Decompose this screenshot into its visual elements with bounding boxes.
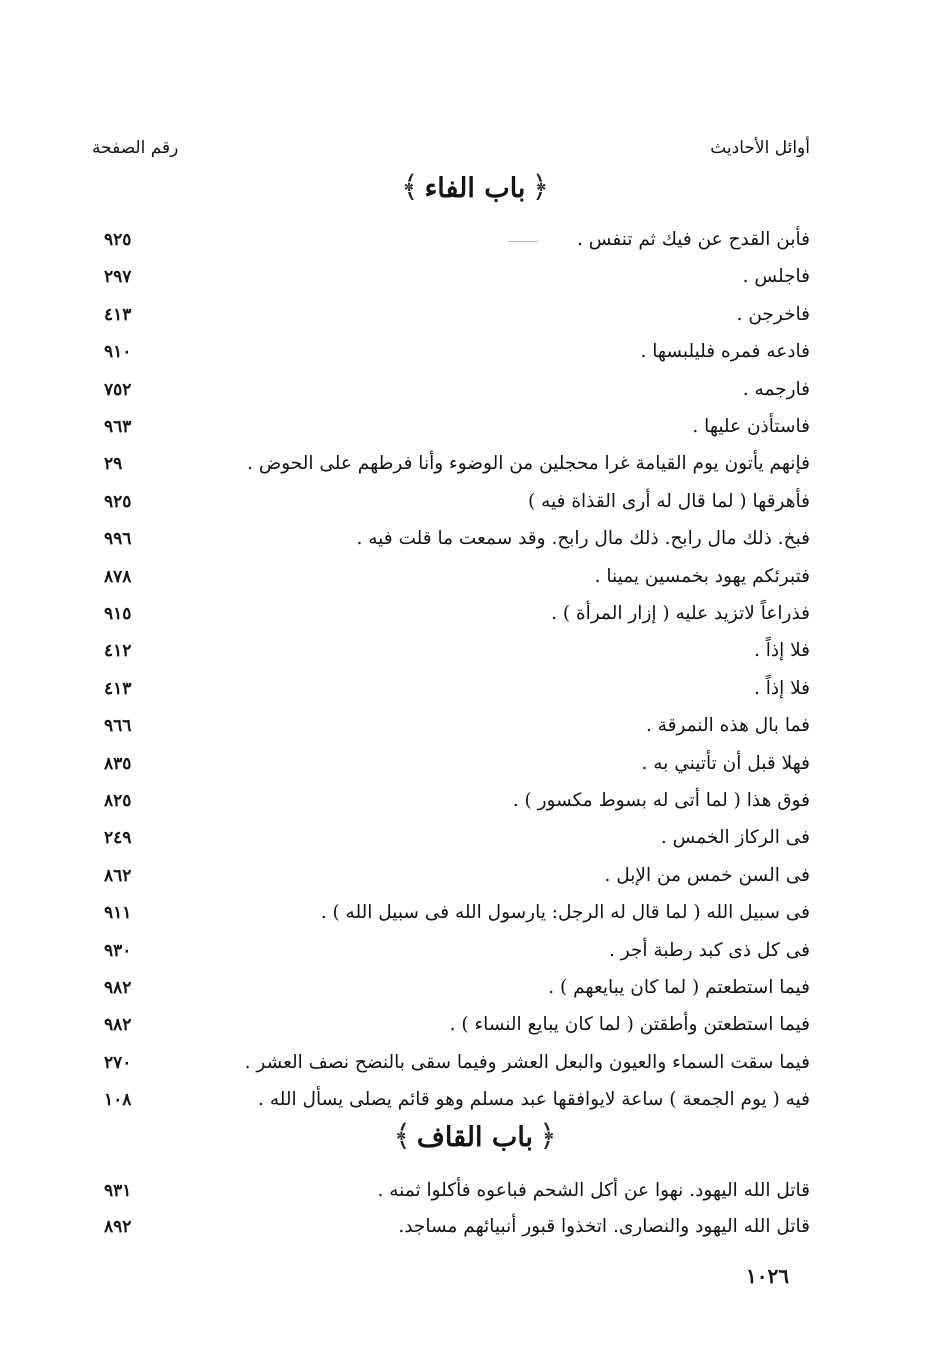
index-entry-row — [0, 300, 950, 330]
index-entry-row — [0, 449, 950, 479]
page-reference-number: ٢٩٧ — [104, 267, 132, 288]
page-reference-number: ٨٧٨ — [104, 566, 132, 587]
index-entry-row — [0, 674, 950, 704]
index-entry-row — [0, 1010, 950, 1040]
index-entry-row — [0, 711, 950, 741]
page-reference-number: ٩٦٣ — [104, 417, 132, 437]
hadith-opening-text: فلا إذاً . — [753, 640, 810, 662]
page-reference-number: ٩١٥ — [104, 604, 132, 624]
index-entry-row — [0, 375, 950, 405]
hadith-opening-text: فتبرئكم يهود بخمسين يمينا . — [594, 565, 810, 587]
hadith-opening-text: فأبن القدح عن فيك ثم تنفس . — [577, 229, 810, 250]
hadith-opening-text: فاستأذن عليها . — [692, 416, 810, 437]
index-entry-row — [0, 562, 950, 592]
hadith-opening-text: فى كل ذى كبد رطبة أجر . — [608, 939, 810, 961]
page-reference-number: ١٠٨ — [104, 1090, 132, 1111]
index-entry-row — [0, 898, 950, 928]
index-entry-row — [0, 1212, 950, 1242]
index-entry-row — [0, 1085, 950, 1115]
ornament-bracket-icon: ﴿ — [539, 1119, 557, 1154]
hadith-opening-text: قاتل الله اليهود. نهوا عن أكل الشحم فباعوه فأكلوا ثمنه . — [377, 1180, 810, 1201]
column-header-hadith-beginnings: أوائل الأحاديث — [710, 138, 810, 158]
index-entry-row — [0, 487, 950, 517]
page-reference-number: ٩١٠ — [104, 342, 132, 363]
index-entry-row — [0, 636, 950, 666]
column-header-page-number: رقم الصفحة — [92, 138, 179, 158]
index-entry-row — [0, 936, 950, 966]
page-reference-number: ٤١٣ — [104, 304, 132, 325]
index-entry-row — [0, 225, 950, 255]
index-entry-row — [0, 412, 950, 442]
page-reference-number: ٢٧٠ — [104, 1052, 132, 1073]
ornament-bracket-icon: ﴾ — [400, 170, 419, 205]
page-reference-number: ٩٢٥ — [104, 491, 132, 512]
ornament-bracket-icon: ﴿ — [531, 170, 550, 205]
index-entry-row — [0, 337, 950, 367]
page-reference-number: ٩١١ — [104, 903, 132, 924]
page-reference-number: ٩٢٥ — [104, 230, 132, 250]
hadith-opening-text: فارجمه . — [742, 378, 810, 400]
page-reference-number: ٩٨٢ — [104, 1015, 132, 1036]
page-reference-number: ٨٦٢ — [104, 865, 132, 886]
page-reference-number: ٩٩٦ — [104, 529, 132, 550]
page-reference-number: ٢٩ — [104, 454, 123, 475]
hadith-opening-text: فى سبيل الله ( لما قال له الرجل: يارسول الله فى سبيل الله ) . — [320, 902, 810, 924]
page-reference-number: ٨٣٥ — [104, 753, 132, 774]
hadith-opening-text: فذراعاً لاتزيد عليه ( إزار المرأة ) . — [551, 603, 810, 624]
page-reference-number: ٢٤٩ — [104, 828, 132, 849]
print-smudge — [508, 241, 538, 242]
hadith-opening-text: فإنهم يأتون يوم القيامة غرا محجلين من الوضوء وأنا فرطهم على الحوض . — [247, 453, 810, 475]
hadith-opening-text: فما بال هذه النمرقة . — [646, 715, 810, 737]
index-entry-row — [0, 861, 950, 891]
index-entry-row — [0, 524, 950, 554]
page-reference-number: ٩٦٦ — [104, 716, 132, 737]
hadith-opening-text: فيما استطعتن وأطقتن ( لما كان يبايع النساء ) . — [449, 1014, 810, 1036]
page-reference-number: ٤١٢ — [104, 641, 132, 662]
index-entry-row — [0, 973, 950, 1003]
hadith-opening-text: فيه ( يوم الجمعة ) ساعة لايوافقها عبد مسلم وهو قائم يصلى يسأل الله . — [258, 1089, 810, 1111]
index-entry-row — [0, 749, 950, 779]
index-entry-row — [0, 599, 950, 629]
hadith-opening-text: فى الركاز الخمس . — [660, 827, 810, 849]
section-title-qaf — [0, 1119, 950, 1154]
hadith-opening-text: فهلا قبل أن تأتيني به . — [641, 752, 810, 774]
page-number: ١٠٢٦ — [746, 1264, 789, 1288]
page-reference-number: ٨٩٢ — [104, 1217, 132, 1237]
hadith-opening-text: فبخ. ذلك مال رابح. ذلك مال رابح. وقد سمعت ما قلت فيه . — [356, 528, 810, 550]
section-title-fa — [0, 170, 950, 205]
hadith-opening-text: فيما سقت السماء والعيون والبعل العشر وفيما سقى بالنضح نصف العشر . — [244, 1051, 810, 1073]
index-entry-row — [0, 262, 950, 292]
page-reference-number: ٩٣٠ — [104, 940, 132, 961]
hadith-opening-text: فادعه فمره فليلبسها . — [640, 341, 810, 363]
page-reference-number: ٧٥٢ — [104, 379, 132, 400]
section-title-fa-text: باب الفاء — [424, 173, 526, 204]
index-entry-row — [0, 786, 950, 816]
page-reference-number: ٩٣١ — [104, 1181, 132, 1201]
page-reference-number: ٤١٣ — [104, 678, 132, 699]
page-reference-number: ٨٢٥ — [104, 791, 132, 811]
hadith-opening-text: فيما استطعتم ( لما كان يبايعهم ) . — [548, 977, 810, 998]
ornament-bracket-icon: ﴾ — [393, 1119, 411, 1154]
section-title-qaf-text: باب القاف — [416, 1122, 534, 1153]
hadith-opening-text: قاتل الله اليهود والنصارى. اتخذوا قبور أنبيائهم مساجد. — [398, 1216, 810, 1237]
hadith-opening-text: فلا إذاً . — [753, 677, 810, 699]
hadith-opening-text: فأهرقها ( لما قال له أرى القذاة فيه ) — [528, 490, 810, 512]
index-entry-row — [0, 1176, 950, 1206]
hadith-opening-text: فوق هذا ( لما أتى له بسوط مكسور ) . — [512, 790, 810, 811]
index-entry-row — [0, 823, 950, 853]
hadith-opening-text: فى السن خمس من الإبل . — [604, 864, 810, 886]
hadith-opening-text: فاجلس . — [742, 266, 810, 288]
page-reference-number: ٩٨٢ — [104, 978, 132, 998]
index-entry-row — [0, 1048, 950, 1078]
hadith-opening-text: فاخرجن . — [736, 303, 810, 325]
